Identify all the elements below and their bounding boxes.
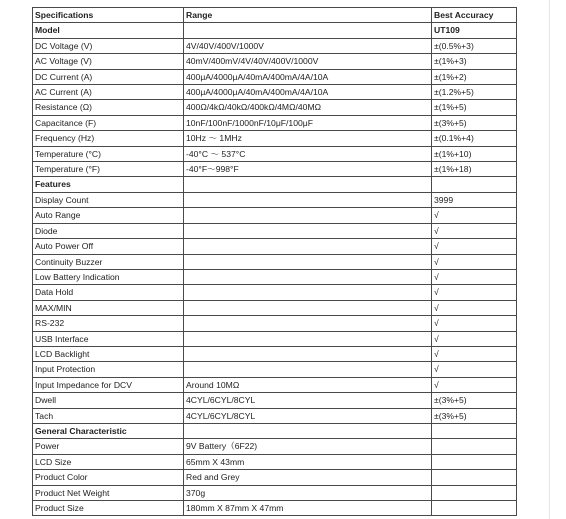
cell-accuracy: Best Accuracy bbox=[432, 8, 517, 23]
cell-accuracy: √ bbox=[432, 316, 517, 331]
cell-spec: Temperature (°C) bbox=[33, 146, 184, 161]
table-row bbox=[33, 54, 517, 69]
cell-range: 180mm X 87mm X 47mm bbox=[184, 501, 432, 516]
cell-accuracy: ±(0.5%+3) bbox=[432, 38, 517, 53]
table-row bbox=[33, 316, 517, 331]
cell-accuracy: √ bbox=[432, 239, 517, 254]
cell-spec: RS-232 bbox=[33, 316, 184, 331]
cell-range bbox=[184, 223, 432, 238]
cell-spec: Temperature (°F) bbox=[33, 162, 184, 177]
cell-accuracy bbox=[432, 485, 517, 500]
cell-range bbox=[184, 177, 432, 192]
table-row bbox=[33, 38, 517, 53]
table-row bbox=[33, 269, 517, 284]
cell-range: 10nF/100nF/1000nF/10μF/100μF bbox=[184, 115, 432, 130]
table-row bbox=[33, 100, 517, 115]
spec-table-body bbox=[33, 8, 517, 516]
cell-accuracy bbox=[432, 454, 517, 469]
cell-spec: Frequency (Hz) bbox=[33, 131, 184, 146]
table-row bbox=[33, 362, 517, 377]
cell-range bbox=[184, 239, 432, 254]
cell-spec: Dwell bbox=[33, 393, 184, 408]
cell-range bbox=[184, 208, 432, 223]
cell-spec: Product Net Weight bbox=[33, 485, 184, 500]
cell-spec: Resistance (Ω) bbox=[33, 100, 184, 115]
table-row bbox=[33, 85, 517, 100]
cell-accuracy: ±(0.1%+4) bbox=[432, 131, 517, 146]
cell-accuracy: ±(1%+5) bbox=[432, 100, 517, 115]
cell-spec: Low Battery Indication bbox=[33, 269, 184, 284]
cell-range: 4CYL/6CYL/8CYL bbox=[184, 393, 432, 408]
cell-accuracy bbox=[432, 423, 517, 438]
cell-spec: Features bbox=[33, 177, 184, 192]
cell-range: 400μA/4000μA/40mA/400mA/4A/10A bbox=[184, 69, 432, 84]
table-row bbox=[33, 393, 517, 408]
cell-accuracy: UT109 bbox=[432, 23, 517, 38]
cell-spec: Power bbox=[33, 439, 184, 454]
cell-range: Range bbox=[184, 8, 432, 23]
cell-accuracy: √ bbox=[432, 331, 517, 346]
cell-accuracy bbox=[432, 501, 517, 516]
table-row bbox=[33, 146, 517, 161]
table-row bbox=[33, 439, 517, 454]
cell-range: 4CYL/6CYL/8CYL bbox=[184, 408, 432, 423]
table-row bbox=[33, 69, 517, 84]
cell-range bbox=[184, 362, 432, 377]
cell-spec: Model bbox=[33, 23, 184, 38]
cell-spec: Product Size bbox=[33, 501, 184, 516]
table-row bbox=[33, 208, 517, 223]
cell-spec: Auto Range bbox=[33, 208, 184, 223]
table-row bbox=[33, 485, 517, 500]
cell-accuracy: √ bbox=[432, 269, 517, 284]
table-row bbox=[33, 377, 517, 392]
cell-range: Red and Grey bbox=[184, 470, 432, 485]
cell-accuracy: ±(3%+5) bbox=[432, 408, 517, 423]
cell-range bbox=[184, 254, 432, 269]
cell-accuracy: ±(1%+10) bbox=[432, 146, 517, 161]
cell-range: Around 10MΩ bbox=[184, 377, 432, 392]
cell-accuracy: √ bbox=[432, 208, 517, 223]
table-row bbox=[33, 223, 517, 238]
cell-accuracy: ±(1%+2) bbox=[432, 69, 517, 84]
cell-accuracy: ±(1.2%+5) bbox=[432, 85, 517, 100]
table-row bbox=[33, 162, 517, 177]
table-header-row bbox=[33, 8, 517, 23]
cell-spec: AC Voltage (V) bbox=[33, 54, 184, 69]
cell-spec: Diode bbox=[33, 223, 184, 238]
cell-spec: Auto Power Off bbox=[33, 239, 184, 254]
cell-range bbox=[184, 192, 432, 207]
cell-spec: DC Current (A) bbox=[33, 69, 184, 84]
table-row bbox=[33, 300, 517, 315]
table-row bbox=[33, 115, 517, 130]
cell-spec: Display Count bbox=[33, 192, 184, 207]
cell-spec: Data Hold bbox=[33, 285, 184, 300]
cell-accuracy bbox=[432, 177, 517, 192]
cell-range: 65mm X 43mm bbox=[184, 454, 432, 469]
cell-accuracy: √ bbox=[432, 254, 517, 269]
cell-range bbox=[184, 300, 432, 315]
cell-range: -40°C ～ 537°C bbox=[184, 146, 432, 161]
cell-range: 10Hz ～ 1MHz bbox=[184, 131, 432, 146]
spec-table bbox=[32, 7, 517, 516]
table-section-row bbox=[33, 177, 517, 192]
table-row bbox=[33, 454, 517, 469]
table-row bbox=[33, 470, 517, 485]
cell-range bbox=[184, 331, 432, 346]
table-row bbox=[33, 331, 517, 346]
cell-accuracy: √ bbox=[432, 362, 517, 377]
table-row bbox=[33, 501, 517, 516]
cell-spec: LCD Size bbox=[33, 454, 184, 469]
cell-accuracy: √ bbox=[432, 285, 517, 300]
cell-accuracy: √ bbox=[432, 346, 517, 361]
cell-spec: LCD Backlight bbox=[33, 346, 184, 361]
cell-range: 370g bbox=[184, 485, 432, 500]
cell-spec: General Characteristic bbox=[33, 423, 184, 438]
table-row bbox=[33, 285, 517, 300]
table-row bbox=[33, 192, 517, 207]
cell-accuracy: √ bbox=[432, 377, 517, 392]
table-row bbox=[33, 254, 517, 269]
cell-accuracy: ±(1%+18) bbox=[432, 162, 517, 177]
cell-spec: MAX/MIN bbox=[33, 300, 184, 315]
cell-accuracy bbox=[432, 439, 517, 454]
cell-accuracy: ±(3%+5) bbox=[432, 115, 517, 130]
cell-range: 4V/40V/400V/1000V bbox=[184, 38, 432, 53]
table-row bbox=[33, 346, 517, 361]
cell-range bbox=[184, 316, 432, 331]
cell-range bbox=[184, 23, 432, 38]
cell-range: 9V Battery（6F22) bbox=[184, 439, 432, 454]
cell-spec: Input Protection bbox=[33, 362, 184, 377]
cell-accuracy bbox=[432, 470, 517, 485]
cell-spec: DC Voltage (V) bbox=[33, 38, 184, 53]
cell-range bbox=[184, 423, 432, 438]
cell-range: -40°F～998°F bbox=[184, 162, 432, 177]
cell-accuracy: 3999 bbox=[432, 192, 517, 207]
table-row bbox=[33, 131, 517, 146]
cell-accuracy: ±(3%+5) bbox=[432, 393, 517, 408]
cell-accuracy: √ bbox=[432, 223, 517, 238]
table-section-row bbox=[33, 423, 517, 438]
table-row bbox=[33, 408, 517, 423]
cell-range bbox=[184, 346, 432, 361]
cell-range: 400Ω/4kΩ/40kΩ/400kΩ/4MΩ/40MΩ bbox=[184, 100, 432, 115]
cell-spec: Tach bbox=[33, 408, 184, 423]
cell-range bbox=[184, 269, 432, 284]
cell-range: 400μA/4000μA/40mA/400mA/4A/10A bbox=[184, 85, 432, 100]
cell-accuracy: √ bbox=[432, 300, 517, 315]
cell-range: 40mV/400mV/4V/40V/400V/1000V bbox=[184, 54, 432, 69]
cell-spec: Specifications bbox=[33, 8, 184, 23]
cell-accuracy: ±(1%+3) bbox=[432, 54, 517, 69]
cell-range bbox=[184, 285, 432, 300]
cell-spec: Capacitance (F) bbox=[33, 115, 184, 130]
table-section-row bbox=[33, 23, 517, 38]
table-row bbox=[33, 239, 517, 254]
cell-spec: Input Impedance for DCV bbox=[33, 377, 184, 392]
cell-spec: USB Interface bbox=[33, 331, 184, 346]
scrollbar-track bbox=[549, 0, 550, 519]
cell-spec: AC Current (A) bbox=[33, 85, 184, 100]
cell-spec: Product Color bbox=[33, 470, 184, 485]
cell-spec: Continuity Buzzer bbox=[33, 254, 184, 269]
